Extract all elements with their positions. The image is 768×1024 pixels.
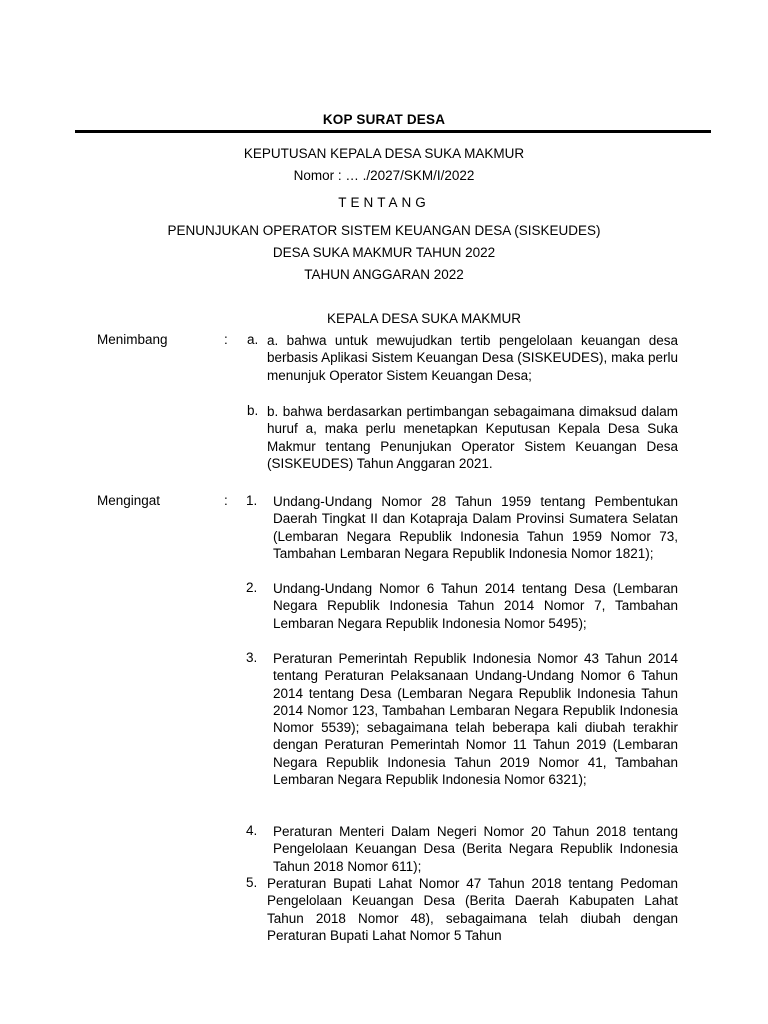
item-text: Peraturan Bupati Lahat Nomor 47 Tahun 2018 tentang Pedoman Pengelolaan Keuangan Desa (Berita Daerah Kabupaten Lahat Tahun 2018 Nomor 48), sebagaimana telah diubah dengan Peraturan Bupati Lahat Nomor 5 Tahun bbox=[267, 876, 678, 943]
subject-line-1: PENUNJUKAN OPERATOR SISTEM KEUANGAN DESA (SISKEUDES) bbox=[167, 223, 601, 238]
item-marker: a. bbox=[247, 332, 259, 347]
item-text: b. bahwa berdasarkan pertimbangan sebagaimana dimaksud dalam huruf a, maka perlu menetapkan Keputusan Kepala Desa Suka Makmur tentang Penunjukan Operator Sistem Keuangan Desa (SISKEUDES) Tahun Anggaran 2021. bbox=[267, 404, 678, 471]
letterhead-title: KOP SURAT DESA bbox=[322, 112, 446, 127]
item-text: Peraturan Menteri Dalam Negeri Nomor 20 Tahun 2018 tentang Pengelolaan Keuangan Desa (Berita Negara Republik Indonesia Tahun 2018 Nomor 611); bbox=[273, 824, 678, 874]
letterhead-divider bbox=[75, 130, 711, 133]
considering-label: Menimbang bbox=[97, 332, 168, 347]
item-text: Undang-Undang Nomor 6 Tahun 2014 tentang Desa (Lembaran Negara Republik Indonesia Tahun 2014 Nomor 7, Tambahan Lembaran Negara Republik Indonesia Nomor 5495); bbox=[273, 581, 678, 631]
recalling-colon: : bbox=[224, 493, 228, 508]
item-marker: 4. bbox=[246, 823, 258, 838]
item-text: a. bahwa untuk mewujudkan tertib pengelolaan keuangan desa berbasis Aplikasi Sistem Keuangan Desa (SISKEUDES), maka perlu menunjuk Operator Sistem Keuangan Desa; bbox=[267, 333, 678, 383]
decree-number: Nomor : … ./2027/SKM/I/2022 bbox=[293, 168, 475, 183]
issuer-heading: KEPALA DESA SUKA MAKMUR bbox=[326, 311, 522, 326]
subject-line-2: DESA SUKA MAKMUR TAHUN 2022 bbox=[272, 245, 496, 260]
item-text: Peraturan Pemerintah Republik Indonesia Nomor 43 Tahun 2014 tentang Peraturan Pelaksanaan Undang-Undang Nomor 6 Tahun 2014 tentang Desa (Lembaran Negara Republik Indonesia Tahun 2014 Nomor 123, Tambahan Lembaran Negara Republik Indonesia Nomor 5539); sebagaimana telah beberapa kali diubah terakhir dengan Peraturan Pemerintah Nomor 11 Tahun 2019 (Lembaran Negara Republik Indonesia Tahun 2019 Nomor 41, Tambahan Lembaran Negara Republik Indonesia Nomor 6321); bbox=[273, 651, 678, 788]
item-marker: 3. bbox=[246, 650, 258, 665]
item-marker: b. bbox=[247, 403, 259, 418]
decree-title: KEPUTUSAN KEPALA DESA SUKA MAKMUR bbox=[243, 146, 525, 161]
item-text: Undang-Undang Nomor 28 Tahun 1959 tentang Pembentukan Daerah Tingkat II dan Kotapraja Dalam Provinsi Sumatera Selatan (Lembaran Negara Republik Indonesia Tahun 1959 Nomor 73, Tambahan Lembaran Negara Republik Indonesia Nomor 1821); bbox=[273, 494, 678, 561]
recalling-label: Mengingat bbox=[97, 493, 161, 508]
subject-line-3: TAHUN ANGGARAN 2022 bbox=[304, 267, 464, 282]
considering-colon: : bbox=[224, 332, 228, 347]
item-marker: 1. bbox=[246, 493, 258, 508]
about-heading: TENTANG bbox=[338, 195, 430, 210]
item-marker: 5. bbox=[246, 875, 258, 890]
item-marker: 2. bbox=[246, 580, 258, 595]
